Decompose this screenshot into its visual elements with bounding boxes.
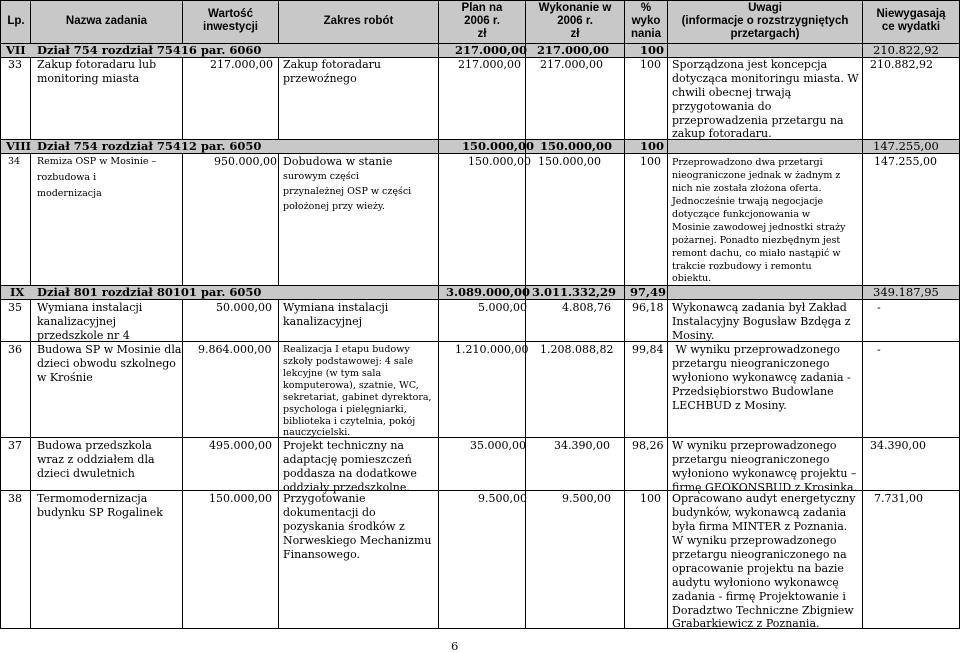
row-35-nazwa: Wymiana instalacji [37,301,143,314]
row-38-plan: 9.500,00 [478,492,527,505]
row-38-proc: 100 [640,492,661,505]
row-38-uwagi: zadania - firmę Projektowanie i [672,590,846,603]
header-niew-line2: ce wydatki [881,21,941,33]
section-ix-label: Dział 801 rozdział 80101 par. 6050 [37,285,262,299]
row-35-nazwa: kanalizacyjnej [37,315,117,328]
row-36-zakres: Realizacja I etapu budowy [283,344,410,355]
row-36-nazwa: Budowa SP w Mosinie dla [37,343,182,356]
col-line [0,0,1,629]
row-35-wartosc: 50.000,00 [216,301,272,314]
row-38-zakres: dokumentacji do [283,506,376,519]
row-35-zakres: Wymiana instalacji [283,301,389,314]
header-wyk-line2: 2006 r. [557,15,593,27]
header-wyk-line3: zł [570,28,580,40]
header-zakres: Zakres robót [323,15,394,27]
header-wyk-line1: Wykonanie w [538,2,612,14]
row-37-zakres: oddziały przedszkolne. [283,481,410,494]
row-35-uwagi: Instalacyjny Bogusław Bzdęga z [672,315,851,328]
row-35-plan: 5.000,00 [478,301,527,314]
col-line [624,0,625,629]
col-line [30,153,31,286]
row-35-lp: 35 [8,301,22,314]
row-38-uwagi: Grabarkiewicz z Poznania. [672,617,820,630]
row-33-lp: 33 [8,58,22,71]
header-proc-line3: nania [630,28,662,40]
row-37-uwagi: wyłoniono wykonawcę projektu – [672,467,857,480]
section-viii-niew: 147.255,00 [873,139,939,153]
row-34-nazwa: modernizacja [37,188,102,199]
row-33-uwagi: chwili obecnej trwają [672,86,792,99]
col-line [278,299,279,629]
col-line [30,57,31,140]
row-36-uwagi: LECHBUD z Mosiny. [672,399,787,412]
row-35-proc: 96,18 [632,301,664,314]
section-viii-label: Dział 754 rozdział 75412 par. 6050 [37,139,262,153]
row-33-uwagi: przeprowadzenia przetargu na [672,114,844,127]
row-36-zakres: szkoły podstawowej: 4 sale [283,356,414,367]
header-wartosc-line1: Wartość [208,8,253,20]
row-37-nazwa: wraz z oddziałem dla [37,453,155,466]
row-37-uwagi: przetargu nieograniczonego [672,453,830,466]
row-38-uwagi: była firma MINTER z Poznania. [672,520,848,533]
row-38-niew: 7.731,00 [874,492,923,505]
row-35-uwagi: Mosiny. [672,329,715,342]
row-36-wartosc: 9.864.000,00 [198,343,272,356]
row-38-nazwa: Termomodernizacja [37,492,148,505]
header-uwagi-line2: (informacje o rozstrzygniętych [681,15,849,27]
section-vii-number: VII [6,43,26,57]
section-ix-number: IX [10,285,25,299]
row-36-uwagi: wyłoniono wykonawcę zadania - [672,371,851,384]
row-37-plan: 35.000,00 [470,439,526,452]
rule [0,153,960,154]
row-38-uwagi: audytu wyłoniono wykonawcę [672,576,839,589]
row-34-uwagi: Przeprowadzono dwa przetargi [672,157,823,168]
row-36-nazwa: dzieci obwodu szkolnego [37,357,176,370]
row-38-uwagi: Doradztwo Techniczne Zbigniew [672,604,854,617]
section-vii-wyk: 217.000,00 [537,43,610,57]
row-38-nazwa: budynku SP Rogalinek [37,506,163,519]
row-34-nazwa: rozbudowa i [37,172,97,183]
row-33-zakres: przewoźnego [283,72,357,85]
row-38-zakres: pozyskania środków z [283,520,405,533]
row-36-zakres: psychologa i pielęgniarki, [283,404,407,415]
row-36-uwagi: Przedsiębiorstwo Budowlane [672,385,834,398]
section-vii-plan: 217.000,00 [455,43,528,57]
row-33-proc: 100 [640,58,661,71]
row-38-uwagi: opracowanie projektu na bazie [672,562,844,575]
row-33-uwagi: zakup fotoradaru. [672,127,772,140]
col-line [278,153,279,286]
row-34-uwagi: dotyczące funkcjonowania w [672,209,811,220]
row-34-zakres: położonej przy wieży. [283,201,385,212]
section-viii-wyk: 150.000,00 [540,139,613,153]
section-viii-plan: 150.000,00 [462,139,535,153]
col-line [182,153,183,286]
row-35-niew: - [877,301,881,314]
header-plan-line2: 2006 r. [464,15,500,27]
row-34-lp: 34 [8,156,21,167]
header-lp: Lp. [7,15,25,27]
row-33-nazwa: Zakup fotoradaru lub [37,58,157,71]
row-34-uwagi: nich nie została złożona oferta. [672,183,822,194]
row-37-zakres: adaptację pomieszczeń [283,453,412,466]
row-33-uwagi: przygotowania do [672,100,772,113]
row-35-nazwa: przedszkole nr 4 [37,329,130,342]
row-35-wyk: 4.808,76 [562,301,611,314]
col-line [667,0,668,629]
row-34-uwagi: remont dachu, co miało nastąpić w [672,248,841,259]
section-vii-niew: 210.822,92 [873,43,939,57]
rule [0,299,960,300]
row-33-uwagi: dotycząca monitoringu miasta. W [672,72,859,85]
section-ix-plan: 3.089.000,00 [446,285,531,299]
row-38-uwagi: Opracowano audyt energetyczny [672,492,856,505]
row-34-zakres: Dobudowa w stanie [283,155,393,168]
row-35-zakres: kanalizacyjnej [283,315,363,328]
row-34-uwagi: Mosinie zawodowej jednostki straży [672,222,846,233]
header-nazwa: Nazwa zadania [65,15,148,27]
row-33-nazwa: monitoring miasta [37,72,140,85]
row-37-zakres: poddasza na dodatkowe [283,467,417,480]
row-36-zakres: lekcyjne (w tym sala [283,368,382,379]
row-36-zakres: biblioteka i czytelnia, pokój [283,416,416,427]
col-line [182,57,183,140]
row-37-wyk: 34.390,00 [554,439,610,452]
row-38-wartosc: 150.000,00 [209,492,272,505]
row-34-niew: 147.255,00 [874,155,937,168]
row-34-wyk: 150.000,00 [538,155,601,168]
row-36-zakres: nauczycielski. [283,427,351,438]
row-34-uwagi: Jednocześnie trwają negocjacje [672,196,824,207]
header-plan-line1: Plan na [461,2,503,14]
row-38-zakres: Norweskiego Mechanizmu [283,534,432,547]
row-37-uwagi: W wyniku przeprowadzonego [672,439,837,452]
header-proc-line1: % [640,2,652,14]
row-37-uwagi: firmę GEOKONSBUD z Krosinka. [672,481,857,494]
row-37-lp: 37 [8,439,22,452]
rule [0,437,960,438]
row-34-zakres: przynależnej OSP w części [283,186,412,197]
row-38-uwagi: budynków, wykonawcą zadania [672,506,847,519]
row-38-uwagi: W wyniku przeprowadzonego [672,534,837,547]
header-uwagi-line3: przetargach) [730,28,800,40]
row-36-lp: 36 [8,343,22,356]
page-number: 6 [451,639,459,653]
row-37-niew: 34.390,00 [870,439,926,452]
row-38-lp: 38 [8,492,22,505]
row-38-zakres: Finansowego. [283,548,361,561]
header-wartosc-line2: inwestycji [203,21,258,33]
row-38-zakres: Przygotowanie [283,492,366,505]
row-36-plan: 1.210.000,00 [455,343,529,356]
header-uwagi-line1: Uwagi [748,2,782,14]
row-37-proc: 98,26 [632,439,664,452]
row-33-zakres: Zakup fotoradaru [283,58,381,71]
row-36-zakres: komputerowa), szatnie, WC, [283,380,419,391]
row-37-nazwa: dzieci dwuletnich [37,467,135,480]
row-38-wyk: 9.500,00 [562,492,611,505]
row-36-wyk: 1.208.088,82 [540,343,614,356]
section-ix-niew: 349.187,95 [873,285,939,299]
row-34-plan: 150.000,00 [468,155,531,168]
row-36-nazwa: w Krośnie [37,371,93,384]
row-34-zakres: surowym części [283,171,359,182]
col-line [438,0,439,629]
row-36-uwagi: przetargu nieograniczonego [672,357,830,370]
row-37-zakres: Projekt techniczny na [283,439,404,452]
row-34-uwagi: pożarnej. Ponadto niezbędnym jest [672,235,841,246]
col-line [862,0,863,629]
col-line [30,299,31,629]
row-34-uwagi: nieograniczone jednak w żadnym z [672,170,841,181]
section-viii-number: VIII [6,139,32,153]
row-33-plan: 217.000,00 [458,58,521,71]
rule-top [0,0,960,1]
row-37-nazwa: Budowa przedszkola [37,439,152,452]
row-37-wartosc: 495.000,00 [209,439,272,452]
row-34-nazwa: Remiza OSP w Mosinie – [37,156,157,167]
section-ix-proc: 97,49 [630,285,667,299]
row-36-niew: - [877,343,881,356]
col-line [278,57,279,140]
row-38-uwagi: przetargu nieograniczonego na [672,548,847,561]
row-36-uwagi: W wyniku przeprowadzonego [672,343,840,356]
section-ix-wyk: 3.011.332,29 [532,285,617,299]
row-36-zakres: sekretariat, gabinet dyrektora, [283,392,432,403]
section-viii-proc: 100 [640,139,665,153]
col-line [182,299,183,629]
rule [0,341,960,342]
row-33-niew: 210.882,92 [870,58,933,71]
row-33-wartosc: 217.000,00 [210,58,273,71]
header-plan-line3: zł [477,28,487,40]
row-34-uwagi: obiektu. [672,273,712,284]
row-34-proc: 100 [640,155,661,168]
section-vii-label: Dział 754 rozdział 75416 par. 6060 [37,43,262,57]
row-34-wartosc: 950.000,00 [214,155,277,168]
row-33-wyk: 217.000,00 [540,58,603,71]
row-35-uwagi: Wykonawcą zadania był Zakład [672,301,847,314]
section-vii-proc: 100 [640,43,665,57]
header-niew-line1: Niewygasają [876,8,946,20]
header-proc-line2: wyko [631,15,661,27]
row-36-proc: 99,84 [632,343,664,356]
row-34-uwagi: trakcie rozbudowy i remontu [672,261,812,272]
row-33-uwagi: Sporządzona jest koncepcja [672,58,828,71]
